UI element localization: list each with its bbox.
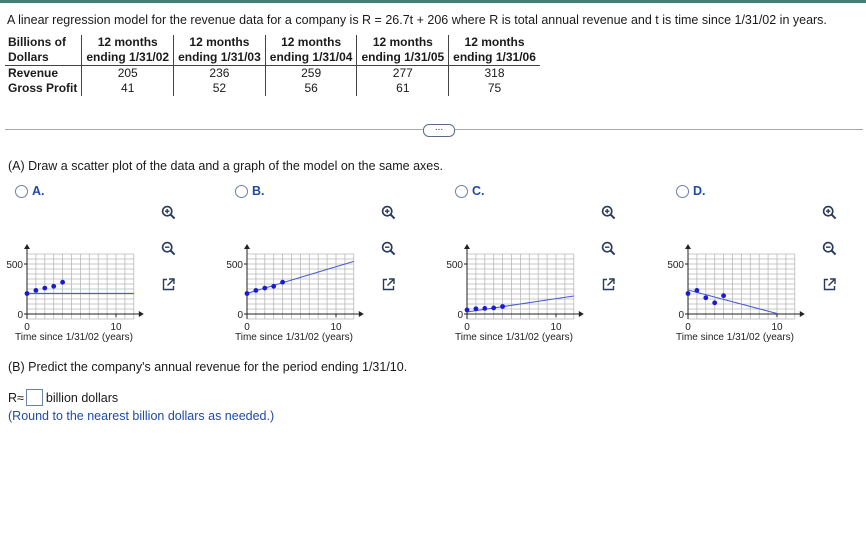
table-col-subheader: ending 1/31/03: [174, 50, 266, 66]
zoom-in-icon[interactable]: [381, 205, 396, 220]
row-label: Gross Profit: [5, 81, 82, 96]
y-axis-arrow: [244, 244, 250, 249]
y-tick-label: 0: [237, 310, 243, 321]
table-col-header: 12 months: [174, 35, 266, 50]
data-point: [686, 291, 691, 296]
x-tick-label: 0: [24, 322, 30, 333]
table-cell: 41: [82, 81, 174, 96]
part-a-prompt: (A) Draw a scatter plot of the data and a graph of the model on the same axes.: [8, 159, 443, 173]
table-cell: 205: [82, 66, 174, 82]
table-row-revenue: [5, 66, 540, 82]
y-tick-label: 500: [667, 260, 684, 271]
revenue-table: [5, 35, 540, 96]
x-tick-label: 0: [685, 322, 691, 333]
choice-d-letter: D.: [693, 184, 706, 198]
row-label: Revenue: [5, 66, 82, 82]
answer-prefix: R≈: [8, 390, 24, 405]
data-point: [245, 291, 250, 296]
table-col-header: 12 months: [82, 35, 174, 50]
table-cell: 75: [487, 81, 502, 95]
data-point: [271, 284, 276, 289]
top-accent-bar: [0, 0, 866, 3]
expand-icon[interactable]: [822, 277, 837, 292]
x-tick-label: 0: [464, 322, 470, 333]
table-cell: 318: [484, 66, 505, 80]
expand-icon[interactable]: [381, 277, 396, 292]
table-row-gross-profit: [5, 81, 540, 96]
x-axis-arrow: [359, 311, 364, 317]
data-point: [280, 280, 285, 285]
expand-icon[interactable]: [601, 277, 616, 292]
data-point: [695, 288, 700, 293]
part-b-prompt: (B) Predict the company's annual revenue for the period ending 1/31/10.: [8, 360, 408, 374]
data-point: [34, 288, 39, 293]
revenue-answer-input[interactable]: [26, 389, 43, 406]
data-point: [254, 288, 259, 293]
data-point: [60, 280, 65, 285]
data-point: [703, 295, 708, 300]
y-tick-label: 500: [226, 260, 243, 271]
y-axis-arrow: [685, 244, 691, 249]
zoom-out-icon[interactable]: [381, 241, 396, 256]
table-col-subheader: ending 1/31/04: [265, 50, 357, 66]
x-axis-label: Time since 1/31/02 (years): [676, 332, 795, 343]
table-cell: 236: [174, 66, 266, 82]
x-axis-label: Time since 1/31/02 (years): [455, 332, 574, 343]
zoom-out-icon[interactable]: [601, 241, 616, 256]
choice-a-letter: A.: [32, 184, 45, 198]
zoom-out-icon[interactable]: [822, 241, 837, 256]
table-cell: 56: [265, 81, 357, 96]
y-axis-arrow: [24, 244, 30, 249]
choice-a-graph: [0, 196, 180, 356]
data-point: [500, 304, 505, 309]
table-col-subheader: ending 1/31/02: [82, 50, 174, 66]
x-tick-label: 10: [550, 322, 562, 333]
data-point: [51, 284, 56, 289]
x-tick-label: 0: [244, 322, 250, 333]
table-col-header: 12 months: [265, 35, 357, 50]
table-corner-bottom: Dollars: [5, 50, 82, 66]
expand-icon[interactable]: [161, 277, 176, 292]
rounding-note: (Round to the nearest billion dollars as needed.): [8, 409, 275, 423]
y-tick-label: 0: [17, 310, 23, 321]
x-tick-label: 10: [771, 322, 783, 333]
y-tick-label: 0: [678, 310, 684, 321]
table-cell: 52: [174, 81, 266, 96]
show-more-button[interactable]: ...: [423, 124, 455, 137]
x-axis-arrow: [800, 311, 805, 317]
y-tick-label: 500: [446, 260, 463, 271]
data-point: [721, 293, 726, 298]
choice-b-letter: B.: [252, 184, 265, 198]
data-point: [465, 308, 470, 313]
zoom-in-icon[interactable]: [161, 205, 176, 220]
table-col-header: 12 months: [464, 35, 525, 49]
y-axis-arrow: [464, 244, 470, 249]
table-cell: 277: [357, 66, 449, 82]
answer-row: [8, 389, 118, 406]
x-axis-arrow: [579, 311, 584, 317]
data-point: [482, 306, 487, 311]
x-tick-label: 10: [110, 322, 122, 333]
data-point: [42, 286, 47, 291]
table-col-subheader: ending 1/31/05: [357, 50, 449, 66]
zoom-in-icon[interactable]: [601, 205, 616, 220]
choice-c-letter: C.: [472, 184, 485, 198]
x-axis-label: Time since 1/31/02 (years): [15, 332, 134, 343]
x-axis-label: Time since 1/31/02 (years): [235, 332, 354, 343]
x-tick-label: 10: [330, 322, 342, 333]
y-tick-label: 0: [457, 310, 463, 321]
table-cell: 259: [265, 66, 357, 82]
data-point: [474, 306, 479, 311]
y-tick-label: 500: [6, 260, 23, 271]
table-col-subheader: ending 1/31/06: [449, 50, 540, 66]
data-point: [712, 300, 717, 305]
choice-c-graph: [440, 196, 620, 356]
table-col-header: 12 months: [357, 35, 449, 50]
table-corner-top: Billions of: [5, 35, 82, 50]
x-axis-arrow: [139, 311, 144, 317]
data-point: [491, 306, 496, 311]
answer-unit: billion dollars: [45, 390, 119, 405]
choice-d-graph: [661, 196, 841, 356]
data-point: [262, 286, 267, 291]
table-cell: 61: [357, 81, 449, 96]
zoom-in-icon[interactable]: [822, 205, 837, 220]
problem-statement: A linear regression model for the revenue data for a company is R = 26.7t + 206 where R is total annual revenue and t is time since 1/31/02 in years.: [7, 13, 827, 27]
zoom-out-icon[interactable]: [161, 241, 176, 256]
choice-b-graph: [220, 196, 400, 356]
data-point: [25, 291, 30, 296]
